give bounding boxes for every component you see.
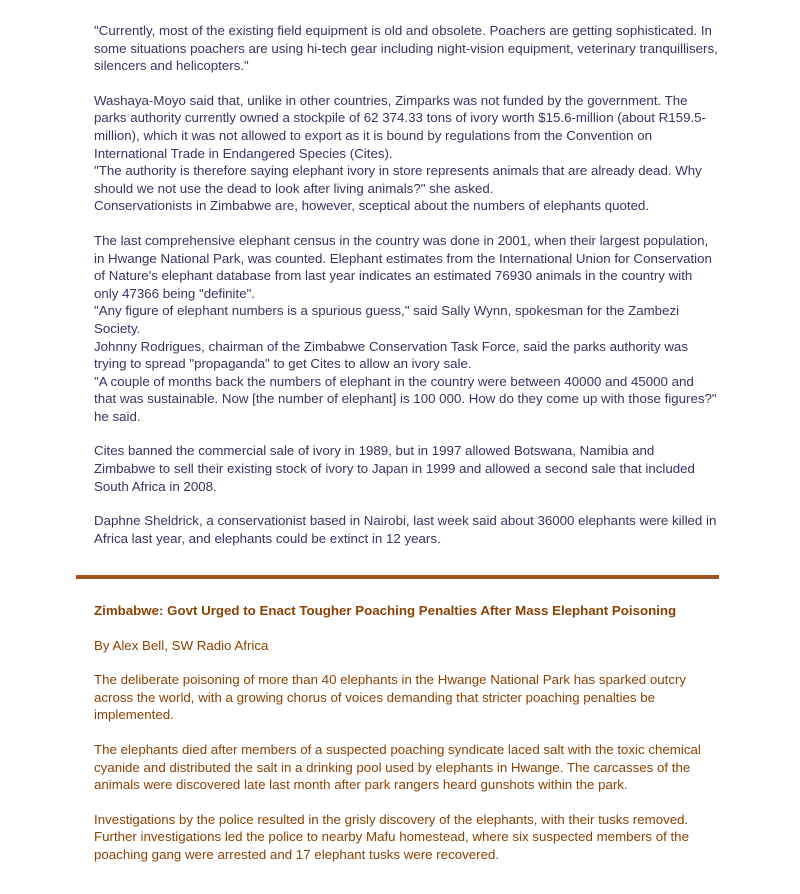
paragraph-sheldrick [94,512,719,547]
line-text: Johnny Rodrigues, chairman of the Zimbabwe Conservation Task Force, said the parks authority was trying to spread "propaganda" to get Cites to allow an ivory sale. [94,338,688,372]
article-2 [94,602,719,881]
line-text: The last comprehensive elephant census in the country was done in 2001, when their largest population, in Hwange National Park, was counted. Elephant estimates from the International Union for Conservation of Nature's elephant database from last year indicates an estimated 76930 animals in the country with only 47366 being "definite". [94,232,712,301]
paragraph-elephant-census [94,232,719,426]
line-text: "Any figure of elephant numbers is a spurious guess," said Sally Wynn, spokesman for the Zambezi Society. [94,303,680,336]
section-divider [76,575,719,579]
paragraph-zimparks-funding [94,92,719,215]
paragraph-cyanide: The elephants died after members of a suspected poaching syndicate laced salt with the toxic chemical cyanide and distributed the salt in a drinking pool used by elephants in Hwange. The carcasses of the animals were discovered late last month after park rangers heard gunshots within the park. [94,741,701,793]
line-text: Daphne Sheldrick, a conservationist based in Nairobi, last week said about 36000 elephants were killed in Africa last year, and elephants could be extinct in 12 years. [94,513,717,546]
article-1 [94,22,719,547]
line-text: Conservationists in Zimbabwe are, however, sceptical about the numbers of elephants quoted. [94,198,650,214]
article-headline: Zimbabwe: Govt Urged to Enact Tougher Poaching Penalties After Mass Elephant Poisoning [94,603,677,618]
paragraph-poisoning: The deliberate poisoning of more than 40 elephants in the Hwange National Park has sparked outcry across the world, with a growing chorus of voices demanding that stricter poaching penalties be implemented. [94,672,687,723]
line-text: "Currently, most of the existing field equipment is old and obsolete. Poachers are getting sophisticated. In some situations poachers are using hi-tech gear including night-vision equipment, veterinary tranquillisers, silencers and helicopters." [94,23,718,74]
paragraph-investigation: Investigations by the police resulted in the grisly discovery of the elephants, with their tusks removed. Further investigations led the police to nearby Mafu homestead, where six suspected members of the poaching gang were arrested and 17 elephant tusks were recovered. [94,811,689,862]
line-text: "A couple of months back the numbers of elephant in the country were between 40000 and 45000 and that was sustainable. Now [the number of elephant] is 100 000. How do they come up with those figures?" he said. [94,373,717,424]
line-text: Washaya-Moyo said that, unlike in other countries, Zimparks was not funded by the government. The parks authority currently owned a stockpile of 62 374.33 tons of ivory worth $15.6-million (about R159.5-million), which it was not allowed to export as it is bound by regulations from the Convention on International Trade in Endangered Species (Cites). [94,92,706,161]
line-text: "The authority is therefore saying elephant ivory in store represents animals that are already dead. Why should we not use the dead to look after living animals?" she asked. [94,163,702,196]
paragraph-quote-equipment [94,22,719,75]
paragraph-cites-ban [94,442,719,495]
article-byline: By Alex Bell, SW Radio Africa [94,637,269,653]
line-text: Cites banned the commercial sale of ivory in 1989, but in 1997 allowed Botswana, Namibia and Zimbabwe to sell their existing stock of ivory to Japan in 1999 and allowed a second sale that included South Africa in 2008. [94,443,695,494]
